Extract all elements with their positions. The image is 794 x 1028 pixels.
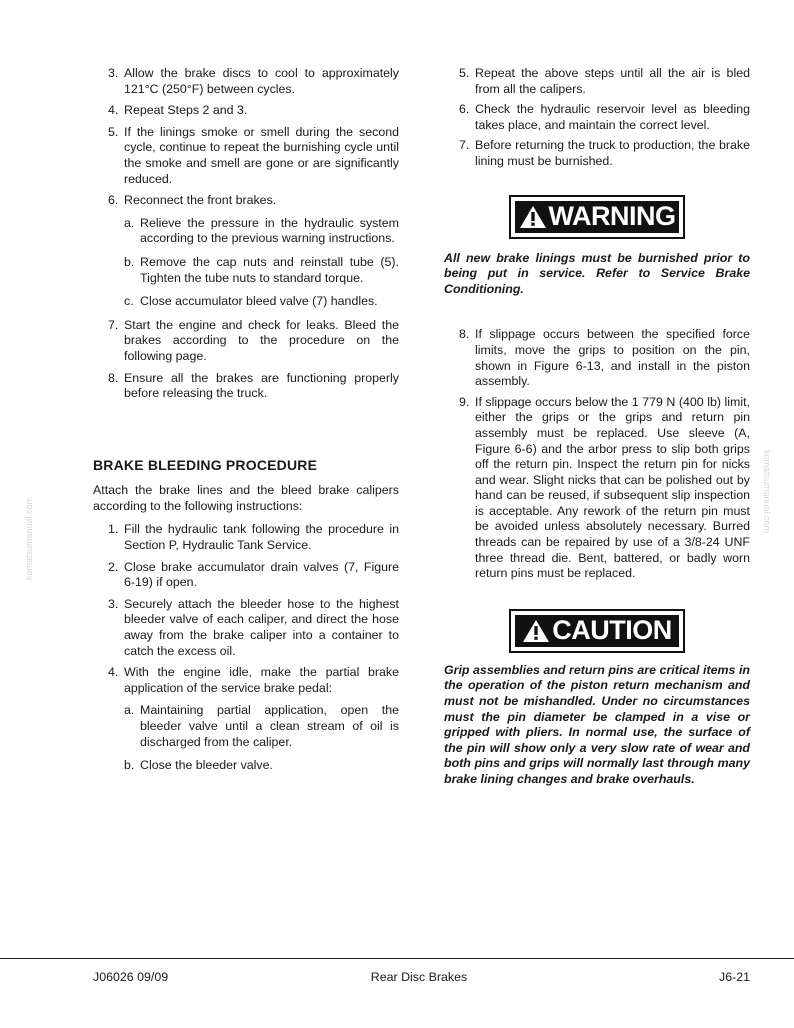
watermark-left: komatsumanual.com: [24, 496, 34, 580]
list-item: 5. Repeat the above steps until all the air is bled from all the calipers.: [459, 66, 750, 96]
list-item: 6. Check the hydraulic reservoir level as bleeding takes place, and maintain the correct level.: [459, 102, 750, 132]
list-item: 8. Ensure all the brakes are functioning properly before releasing the truck.: [108, 370, 399, 401]
list-item: 7. Before returning the truck to production, the brake lining must be burnished.: [459, 138, 750, 168]
footer-title: Rear Disc Brakes: [370, 970, 468, 984]
alert-triangle-icon: [519, 205, 547, 229]
bleeding-steps-continued-list: [444, 66, 750, 170]
alert-triangle-icon: [522, 619, 550, 643]
list-item: 3. Allow the brake discs to cool to approximately 121°C (250°F) between cycles.: [108, 66, 399, 96]
list-item: c. Close accumulator bleed valve (7) handles.: [124, 294, 378, 309]
list-item: 4. Repeat Steps 2 and 3.: [108, 103, 248, 118]
list-item: 6. Reconnect the front brakes. a. Relieve the pressure in the hydraulic system according to the previous warning instructions. b. Remove the cap nuts and reinstall tube (5). Tighten the tube nuts to standard torque. c. Close accumulator bleed valve (7) handles.: [93, 193, 399, 310]
left-column: [93, 66, 399, 782]
warning-sign: [509, 195, 685, 239]
bleeding-steps-list: [93, 522, 399, 773]
list-item: b. Close the bleeder valve.: [124, 758, 273, 773]
inspection-steps-list: [444, 327, 750, 582]
section-heading: BRAKE BLEEDING PROCEDURE: [93, 456, 318, 473]
caution-text: Grip assemblies and return pins are critical items in the operation of the piston return mechanism and must not be mishandled. Under no circumstances must the pin diameter be clamped in a vise or gripped with pliers. In normal use, the surface of the pin will show only a very slow rate of wear and both pins and grips will normally last through many brake lining changes and brake overhauls.: [444, 662, 750, 786]
warning-label: WARNING: [548, 200, 676, 231]
list-item: 9. If slippage occurs below the 1 779 N (400 lb) limit, either the grips or the grips and return pin assembly must be replaced. Use sleeve (A, Figure 6-6) and the arbor press to slip both grips off the return pin. Inspect the return pin for nicks and wear. Slight nicks that can be polished out by hand can be reused, if subsequent slip inspection is acceptable. Any rework of the return pin must be avoided unless absolutely necessary. Burred threads can be repaired by use of a 3/8-24 UNF three thread die. Bent, battered, or badly worn return pins must be replaced.: [459, 394, 750, 581]
list-item: a. Maintaining partial application, open the bleeder valve until a clean stream of oil is discharged from the caliper.: [124, 703, 399, 749]
list-item: 2. Close brake accumulator drain valves (7, Figure 6-19) if open.: [108, 559, 399, 590]
caution-sign: [509, 609, 685, 653]
section-intro: Attach the brake lines and the bleed brake calipers according to the following instructions:: [93, 483, 399, 513]
list-item: 7. Start the engine and check for leaks. Bleed the brakes according to the procedure on the following page.: [108, 317, 399, 363]
list-item: 5. If the linings smoke or smell during the second cycle, continue to repeat the burnishing cycle until the smoke and smell are gone or are significantly reduced.: [108, 124, 399, 186]
list-item: 8. If slippage occurs between the specified force limits, move the grips to position on the pin, shown in Figure 6-13, and install in the piston assembly.: [459, 327, 750, 389]
list-item: 1. Fill the hydraulic tank following the procedure in Section P, Hydraulic Tank Service.: [108, 522, 399, 553]
caution-label: CAUTION: [552, 615, 672, 646]
footer-divider: [0, 958, 794, 959]
list-item: b. Remove the cap nuts and reinstall tube (5). Tighten the tube nuts to standard torque.: [124, 254, 399, 285]
burnish-steps-list: [93, 66, 399, 402]
right-column: [444, 66, 750, 788]
substeps-list: [124, 703, 399, 773]
list-item: 4. With the engine idle, make the partial brake application of the service brake pedal: a. Maintaining partial application, open the bleeder valve until a clean stream of oil is discharged from the caliper. b. Close the bleeder valve.: [93, 665, 399, 774]
watermark-right: komatsumanual.com: [762, 450, 772, 534]
list-item: 3. Securely attach the bleeder hose to the highest bleeder valve of each caliper, and direct the hose away from the brake caliper into a container to catch the excess oil.: [108, 596, 399, 658]
substeps-list: [124, 216, 399, 310]
warning-text: All new brake linings must be burnished prior to being put in service. Refer to Service Brake Conditioning.: [444, 250, 750, 296]
list-item: a. Relieve the pressure in the hydraulic system according to the previous warning instructions.: [124, 215, 399, 246]
page-number: J6-21: [719, 970, 750, 984]
footer-doc-id: J06026 09/09: [93, 970, 169, 984]
